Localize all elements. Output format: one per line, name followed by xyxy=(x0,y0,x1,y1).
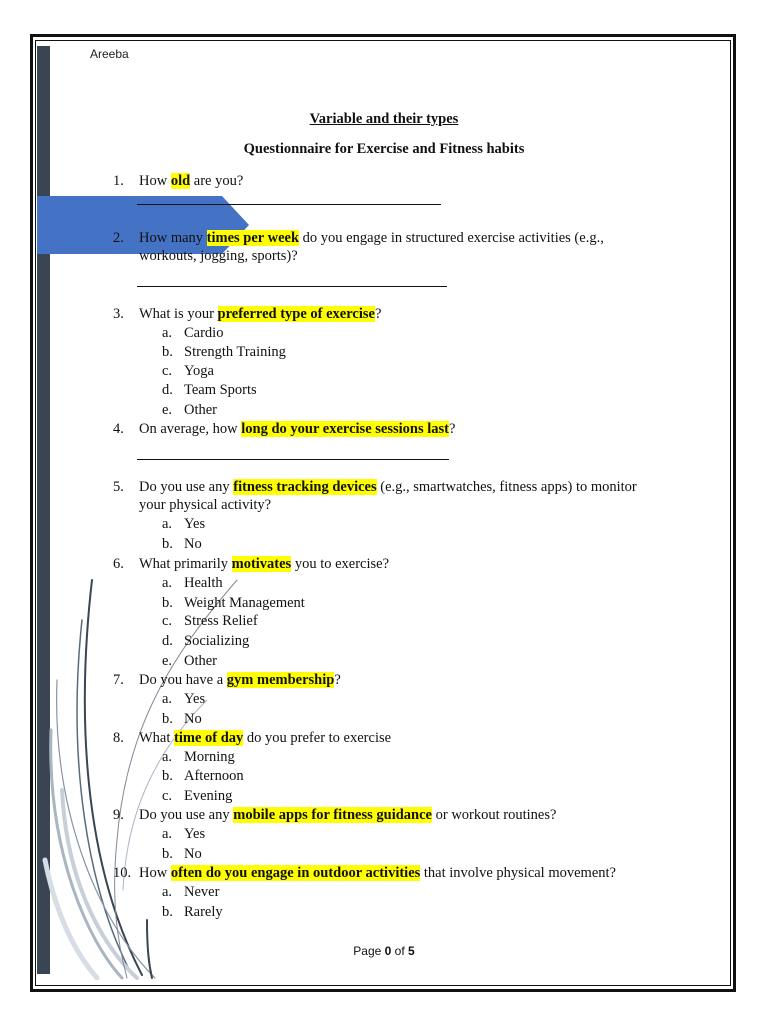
highlight-keyword: preferred type of exercise xyxy=(217,306,375,322)
highlight-keyword: times per week xyxy=(206,230,300,246)
option-item[interactable]: b. Weight Management xyxy=(162,595,305,611)
highlight-keyword: mobile apps for fitness guidance xyxy=(233,807,432,823)
header-author: Areeba xyxy=(90,47,129,61)
option-item[interactable]: b. No xyxy=(162,711,202,727)
highlight-keyword: long do your exercise sessions last xyxy=(241,421,449,437)
document-title: Variable and their types xyxy=(309,111,459,127)
option-item[interactable]: e. Other xyxy=(162,402,218,418)
option-item[interactable]: a. Cardio xyxy=(162,325,224,341)
highlight-keyword: gym membership xyxy=(226,672,335,688)
highlight-keyword: time of day xyxy=(174,730,244,746)
option-item[interactable]: a. Morning xyxy=(162,749,235,765)
answer-line[interactable] xyxy=(137,459,449,460)
option-item[interactable]: b. No xyxy=(162,846,202,862)
option-item[interactable]: a. Health xyxy=(162,575,223,591)
question-3: 3. What is your preferred type of exercise? xyxy=(113,306,382,322)
option-item[interactable]: b. Afternoon xyxy=(162,768,244,784)
option-item[interactable]: c. Evening xyxy=(162,788,233,804)
option-item[interactable]: e. Other xyxy=(162,653,218,669)
question-4: 4. On average, how long do your exercise sessions last? xyxy=(113,421,456,437)
option-item[interactable]: b. No xyxy=(162,536,202,552)
option-item[interactable]: a. Never xyxy=(162,884,220,900)
question-10: 10. How often do you engage in outdoor activities that involve physical movement? xyxy=(113,865,616,881)
page-number-footer: Page 0 of 5 xyxy=(353,944,415,958)
question-2: 2. How many times per week do you engage in structured exercise activities (e.g., workouts, jogging, sports)? xyxy=(113,230,604,264)
option-item[interactable]: a. Yes xyxy=(162,516,206,532)
option-item[interactable]: d. Team Sports xyxy=(162,382,257,398)
option-item[interactable]: b. Rarely xyxy=(162,904,223,920)
question-7: 7. Do you have a gym membership? xyxy=(113,672,341,688)
option-item[interactable]: b. Strength Training xyxy=(162,344,286,360)
option-item[interactable]: a. Yes xyxy=(162,691,206,707)
highlight-keyword: fitness tracking devices xyxy=(233,479,377,495)
answer-line[interactable] xyxy=(137,204,441,205)
question-9: 9. Do you use any mobile apps for fitness guidance or workout routines? xyxy=(113,807,557,823)
document-subtitle: Questionnaire for Exercise and Fitness habits xyxy=(243,141,525,157)
option-item[interactable]: a. Yes xyxy=(162,826,206,842)
question-5: 5. Do you use any fitness tracking devices (e.g., smartwatches, fitness apps) to monitor your physical activity? xyxy=(113,479,637,513)
question-6: 6. What primarily motivates you to exercise? xyxy=(113,556,390,572)
option-item[interactable]: d. Socializing xyxy=(162,633,250,649)
question-8: 8. What time of day do you prefer to exercise xyxy=(113,730,392,746)
answer-line[interactable] xyxy=(137,286,447,287)
highlight-keyword: motivates xyxy=(231,556,292,572)
option-item[interactable]: c. Stress Relief xyxy=(162,613,258,629)
question-1: 1. How old are you? xyxy=(113,173,244,189)
highlight-keyword: old xyxy=(170,173,191,189)
option-item[interactable]: c. Yoga xyxy=(162,363,214,379)
highlight-keyword: often do you engage in outdoor activities xyxy=(170,865,421,881)
